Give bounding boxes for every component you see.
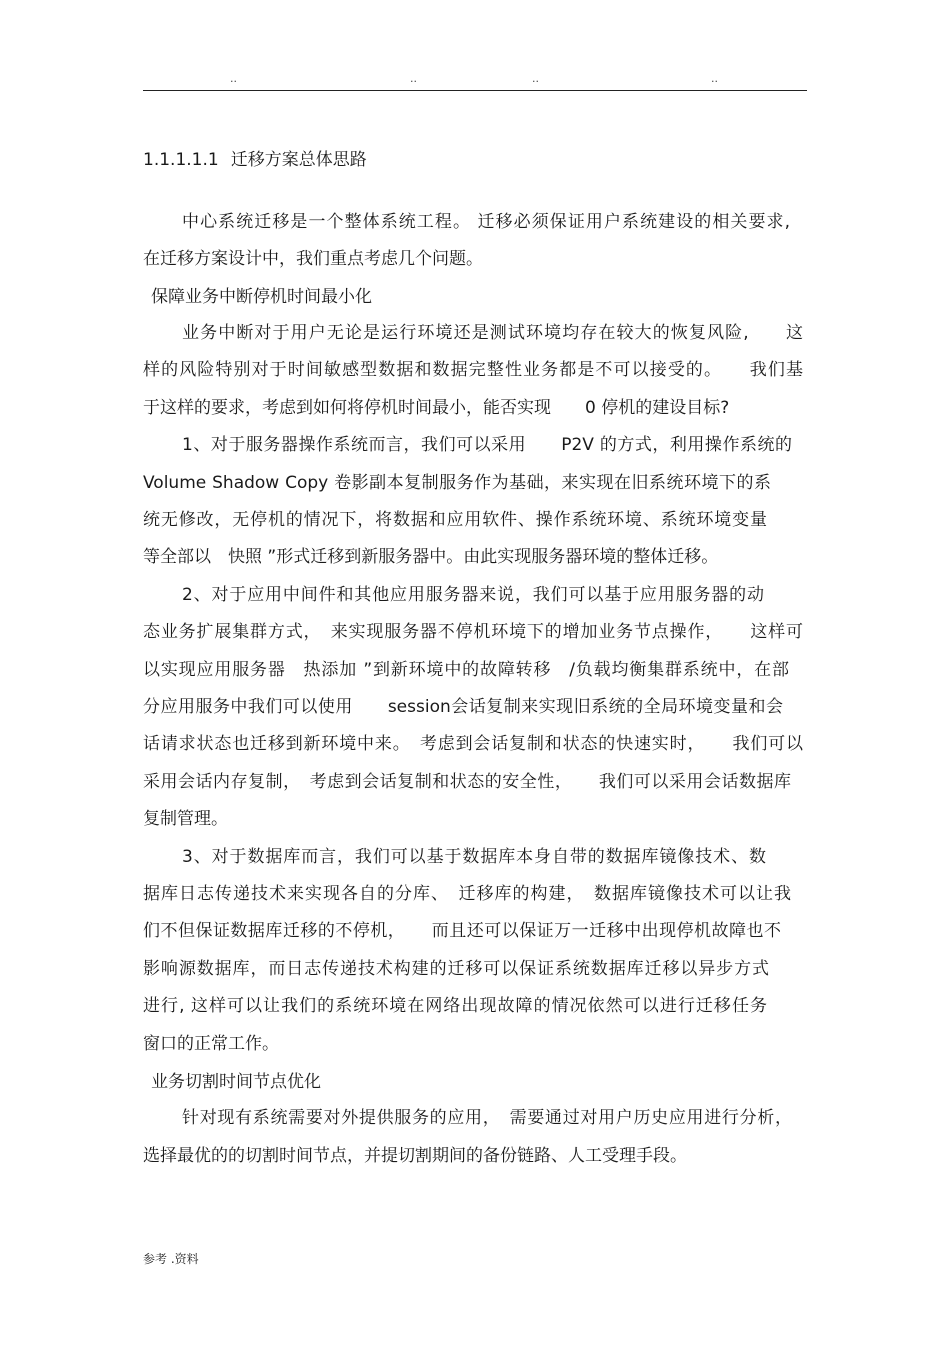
subheading-cutover: 业务切割时间节点优化 [151, 1072, 321, 1092]
body-line-14: 分应用服务中我们可以使用 session会话复制来实现旧系统的全局环境变量和会 [143, 697, 783, 717]
subheading-downtime: 保障业务中断停机时间最小化 [151, 287, 372, 307]
body-line-26: 选择最优的的切割时间节点，并提切割期间的备份链路、人工受理手段。 [143, 1146, 687, 1166]
body-line-20: 们不但保证数据库迁移的不停机， 而且还可以保证万一迁移中出现停机故障也不 [143, 921, 781, 941]
header-dot-1: .. [230, 72, 237, 85]
body-line-5: 样的风险特别对于时间敏感型数据和数据完整性业务都是不可以接受的。 我们基 [143, 360, 803, 380]
body-line-19: 据库日志传递技术来实现各自的分库、 迁移库的构建， 数据库镜像技术可以让我 [143, 884, 791, 904]
body-line-8: Volume Shadow Copy 卷影副本复制服务作为基础，来实现在旧系统环境下的系 [143, 473, 771, 493]
section-number: 1.1.1.1.1 [143, 150, 219, 170]
section-heading [143, 149, 367, 171]
body-line-22: 进行, 这样可以让我们的系统环境在网络出现故障的情况依然可以进行迁移任务 [143, 996, 767, 1016]
body-line-25: 针对现有系统需要对外提供服务的应用， 需要通过对用户历史应用进行分析， [182, 1108, 792, 1128]
header-rule [143, 90, 807, 91]
body-line-1: 中心系统迁移是一个整体系统工程。 迁移必须保证用户系统建设的相关要求, [182, 212, 790, 232]
body-line-12: 态业务扩展集群方式， 来实现服务器不停机环境下的增加业务节点操作， 这样可 [143, 622, 803, 642]
body-line-2: 在迁移方案设计中，我们重点考虑几个问题。 [143, 249, 483, 269]
body-line-18: 3、对于数据库而言，我们可以基于数据库本身自带的数据库镜像技术、数 [182, 847, 766, 867]
body-line-21: 影响源数据库，而日志传递技术构建的迁移可以保证系统数据库迁移以异步方式 [143, 959, 769, 979]
body-line-10: 等全部以 快照 ”形式迁移到新服务器中。由此实现服务器环境的整体迁移。 [143, 547, 719, 567]
header-dot-3: .. [532, 72, 539, 85]
body-line-7: 1、对于服务器操作系统而言，我们可以采用 P2V 的方式，利用操作系统的 [182, 435, 792, 455]
header-dot-4: .. [711, 72, 718, 85]
body-line-23: 窗口的正常工作。 [143, 1034, 279, 1054]
body-line-6: 于这样的要求，考虑到如何将停机时间最小，能否实现 0 停机的建设目标? [143, 398, 730, 418]
body-line-16: 采用会话内存复制， 考虑到会话复制和状态的安全性， 我们可以采用会话数据库 [143, 772, 791, 792]
footer-reference: 参考 .资料 [143, 1252, 199, 1266]
body-line-13: 以实现应用服务器 热添加 ”到新环境中的故障转移 /负载均衡集群系统中，在部 [143, 660, 789, 680]
body-line-4: 业务中断对于用户无论是运行环境还是测试环境均存在较大的恢复风险, 这 [182, 323, 803, 343]
body-line-17: 复制管理。 [143, 809, 228, 829]
body-line-15: 话请求状态也迁移到新环境中来。 考虑到会话复制和状态的快速实时， 我们可以 [143, 734, 803, 754]
body-line-11: 2、对于应用中间件和其他应用服务器来说，我们可以基于应用服务器的动 [182, 585, 764, 605]
header-dot-2: .. [410, 72, 417, 85]
body-line-9: 统无修改，无停机的情况下，将数据和应用软件、操作系统环境、系统环境变量 [143, 510, 767, 530]
section-title: 迁移方案总体思路 [230, 150, 367, 170]
